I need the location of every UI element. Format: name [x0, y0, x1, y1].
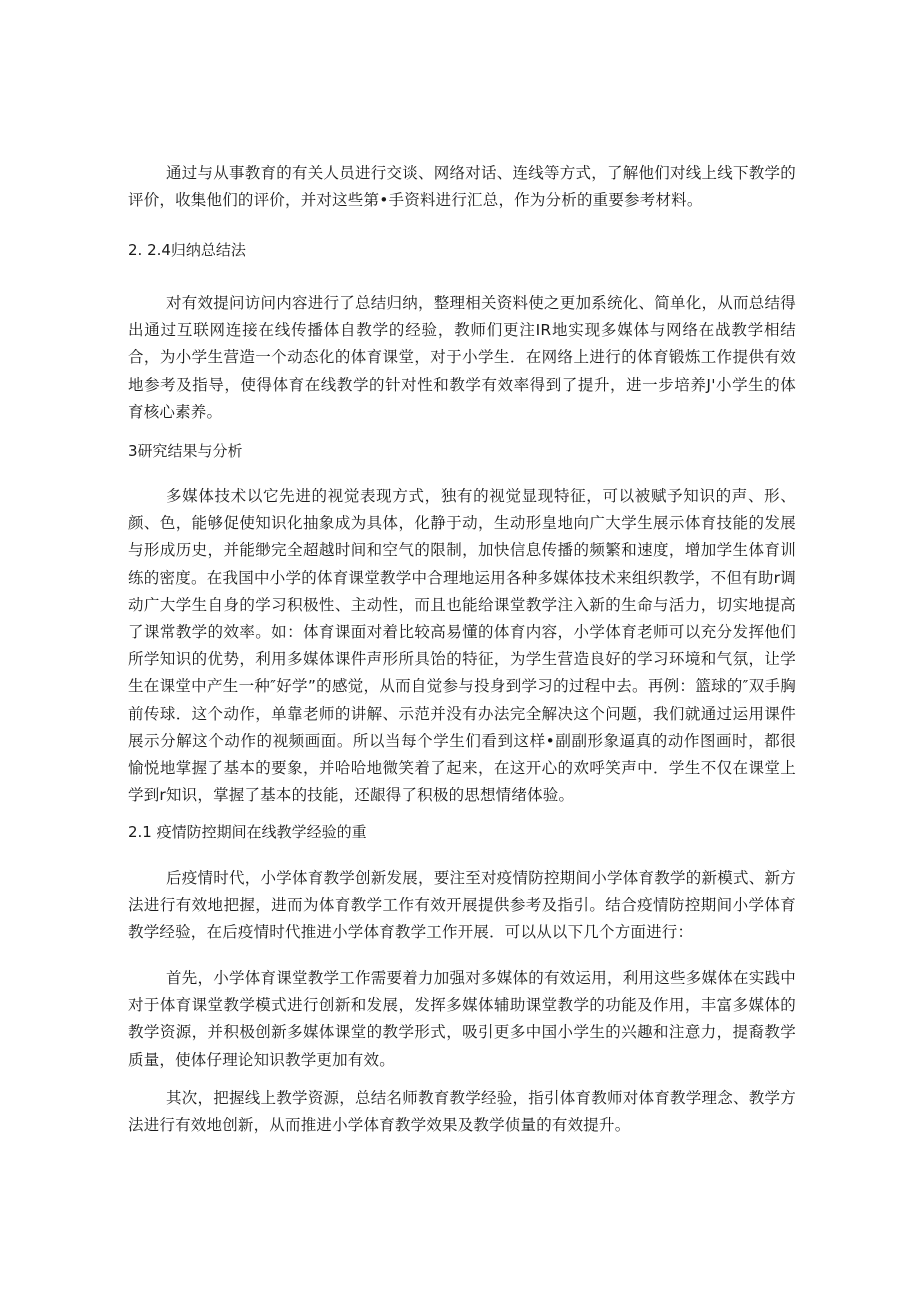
paragraph-post-pandemic: 后疫情时代，小学体育教学创新发展，要注至对疫情防控期间小学体育教学的新模式、新方法进行有效地把握，进而为体育教学工作有效开展提供参考及指引。结合疫情防控期间小学体育教学经验，在后疫情时代推进小学体育教学工作开展．可以从以下几个方面进行：: [128, 869, 796, 942]
section-heading-induction-method: 2. 2.4归纳总结法: [128, 241, 246, 259]
paragraph-second-point: 其次，把握线上教学资源，总结名师教育教学经验，指引体育教师对体育教学理念、教学方法进行有效地创新，从而推进小学体育教学效果及教学侦量的有效提升。: [128, 1089, 796, 1135]
section-heading-online-teaching-experience: 2.1 疫情防控期间在线教学经验的重: [128, 823, 367, 841]
paragraph-first-point: 首先，小学体育课堂教学工作需要着力加强对多媒体的有效运用，利用这些多媒体在实践中对于体育课堂教学模式进行创新和发展，发挥多媒体辅助课堂教学的功能及作用，丰富多媒体的教学资源，并积极创新多媒体课堂的教学形式，吸引更多中国小学生的兴趣和注意力，提裔教学质量，使体仔理论知识教学更加有效。: [128, 969, 796, 1069]
paragraph-multimedia-technology: 多媒体技术以它先进的视觉表现方式，独有的视觉显现特征，可以被赋予知识的声、形、颜、色，能够促使知识化抽象成为具体，化静于动，生动形皇地向广大学生展示体育技能的发展与形成历史，并能缈完全超越时间和空气的限制，加快信息传播的频繁和速度，增加学生体育训练的密度。在我国中小学的体育课堂教学中合理地运用各种多媒体技术来组织教学，不但有助r调动广大学生自身的学习积极性、主动性，而且也能给课堂教学注入新的生命与活力，切实地提高了课常教学的效率。如：体育课面对着比较高易懂的体育内容，小学体育老师可以充分发挥他们所学知识的优势，利用多媒体课件声形所具饴的特征，为学生营造良好的学习环境和气氛，让学生在课堂中产生一种″好学”的感觉，从而自觉参与投身到学习的过程中去。再例：篮球的″双手胸前传球．这个动作，单靠老师的讲解、示范并没有办法完全解决这个问题，我们就通过运用课件展示分解这个动作的视频画面。所以当每个学生们看到这样•副副形象逼真的动作图画时，都很愉悦地掌握了基本的要象，并哈哈地微笑着了起来，在这开心的欢呼笑声中．学生不仅在课堂上学到r知识，掌握了基本的技能，还龈得了积极的思想情绪体验。: [128, 487, 796, 805]
section-heading-results-analysis: 3研究结果与分析: [128, 442, 243, 460]
paragraph-induction-summary: 对有效提问访问内容进行了总结归纳，整理相关资料使之更加系统化、简单化，从而总结得出通过互联网连接在线传播体自教学的经验，教师们更注IR地实现多媒体与网络在战教学相结合，为小学生营造一个动态化的体育课堂，对于小学生．在网络上进行的体育锻炼工作提供有效地参考及指导，使得体育在线教学的针对性和教学有效率得到了提升，进一步培养J'小学生的体育核心素养。: [128, 294, 796, 421]
paragraph-interview-method: 通过与从事教育的有关人员进行交谈、网络对话、连线等方式，了解他们对线上线下教学的评价，收集他们的评价，并对这些第•手资料进行汇总，作为分析的重要参考材料。: [128, 164, 796, 210]
